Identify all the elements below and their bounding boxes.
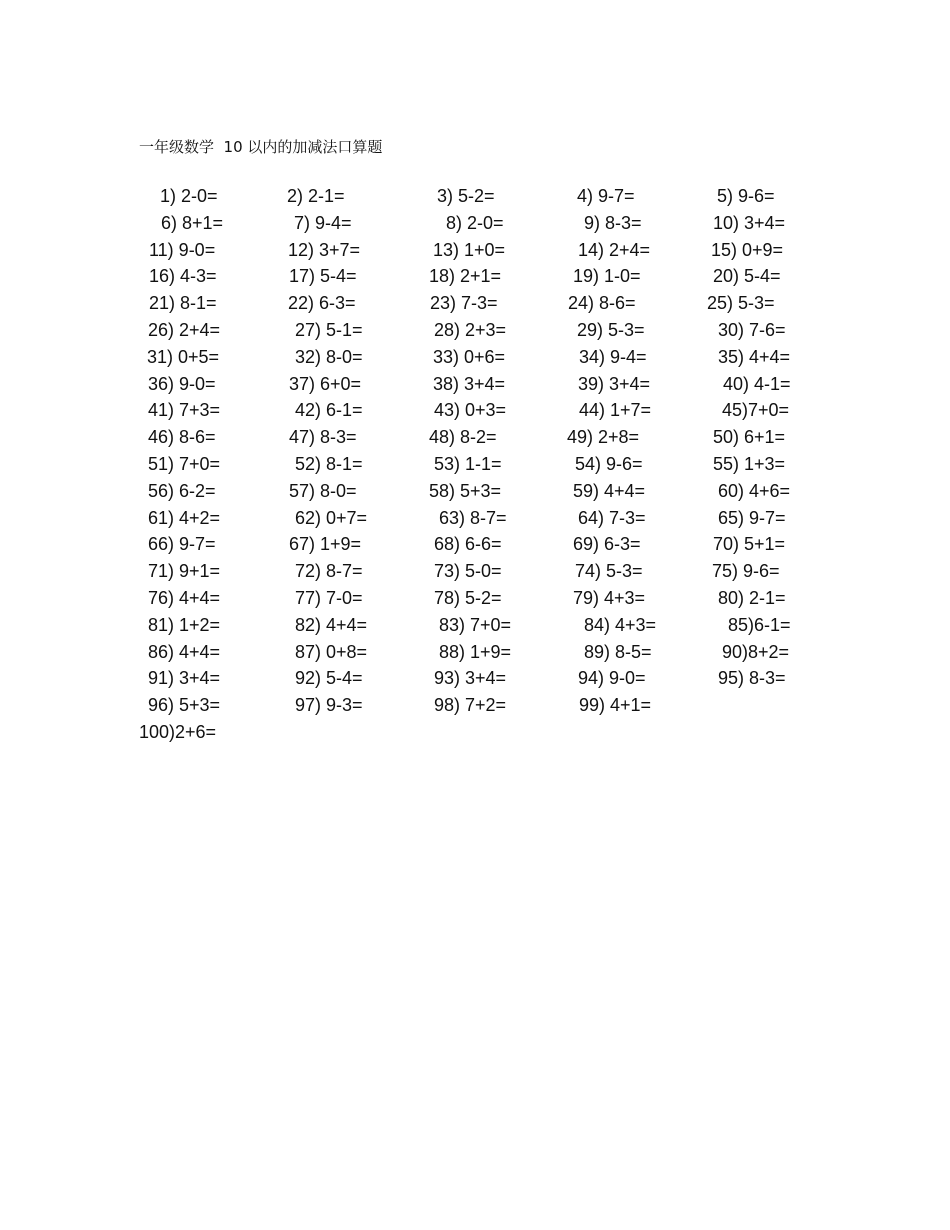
problem-item: 19) 1-0= <box>573 266 641 286</box>
problem-item: 96) 5+3= <box>148 695 221 715</box>
problem-item: 35) 4+4= <box>718 347 791 367</box>
problem-item: 7) 9-4= <box>294 213 352 233</box>
problem-item: 3) 5-2= <box>437 186 495 206</box>
problem-item: 45)7+0= <box>722 400 790 420</box>
problem-item: 59) 4+4= <box>573 481 646 501</box>
problem-item: 52) 8-1= <box>295 454 363 474</box>
problem-item: 27) 5-1= <box>295 320 363 340</box>
problem-item: 30) 7-6= <box>718 320 786 340</box>
problem-item: 32) 8-0= <box>295 347 363 367</box>
problem-item: 26) 2+4= <box>148 320 221 340</box>
problem-item: 22) 6-3= <box>288 293 356 313</box>
problem-item: 9) 8-3= <box>584 213 642 233</box>
problem-item: 24) 8-6= <box>568 293 636 313</box>
problem-item: 54) 9-6= <box>575 454 643 474</box>
problem-item: 41) 7+3= <box>148 400 221 420</box>
problem-item: 78) 5-2= <box>434 588 502 608</box>
problem-item: 21) 8-1= <box>149 293 217 313</box>
problem-item: 42) 6-1= <box>295 400 363 420</box>
problem-item: 23) 7-3= <box>430 293 498 313</box>
problem-item: 100)2+6= <box>139 722 217 742</box>
problem-item: 83) 7+0= <box>439 615 512 635</box>
problem-item: 75) 9-6= <box>712 561 780 581</box>
problem-item: 43) 0+3= <box>434 400 507 420</box>
problem-item: 34) 9-4= <box>579 347 647 367</box>
problem-item: 98) 7+2= <box>434 695 507 715</box>
problem-item: 87) 0+8= <box>295 642 368 662</box>
problem-item: 63) 8-7= <box>439 508 507 528</box>
problem-item: 5) 9-6= <box>717 186 775 206</box>
problem-item: 86) 4+4= <box>148 642 221 662</box>
problem-item: 56) 6-2= <box>148 481 216 501</box>
problem-item: 25) 5-3= <box>707 293 775 313</box>
problem-item: 29) 5-3= <box>577 320 645 340</box>
problem-item: 10) 3+4= <box>713 213 786 233</box>
problem-item: 69) 6-3= <box>573 534 641 554</box>
problem-item: 64) 7-3= <box>578 508 646 528</box>
problem-item: 90)8+2= <box>722 642 790 662</box>
problem-item: 37) 6+0= <box>289 374 362 394</box>
worksheet-title: 一年级数学 10 以内的加减法口算题 <box>139 138 383 156</box>
problem-item: 61) 4+2= <box>148 508 221 528</box>
problem-item: 50) 6+1= <box>713 427 786 447</box>
problem-item: 97) 9-3= <box>295 695 363 715</box>
problem-item: 95) 8-3= <box>718 668 786 688</box>
problem-item: 8) 2-0= <box>446 213 504 233</box>
problem-item: 79) 4+3= <box>573 588 646 608</box>
problem-item: 62) 0+7= <box>295 508 368 528</box>
problem-item: 15) 0+9= <box>711 240 784 260</box>
problem-item: 80) 2-1= <box>718 588 786 608</box>
problem-item: 89) 8-5= <box>584 642 652 662</box>
problem-item: 94) 9-0= <box>578 668 646 688</box>
problem-item: 1) 2-0= <box>160 186 218 206</box>
problem-item: 33) 0+6= <box>433 347 506 367</box>
problem-item: 67) 1+9= <box>289 534 362 554</box>
problem-item: 51) 7+0= <box>148 454 221 474</box>
problem-item: 88) 1+9= <box>439 642 512 662</box>
problem-item: 91) 3+4= <box>148 668 221 688</box>
problem-item: 81) 1+2= <box>148 615 221 635</box>
problem-item: 70) 5+1= <box>713 534 786 554</box>
problem-item: 39) 3+4= <box>578 374 651 394</box>
problem-item: 85)6-1= <box>728 615 791 635</box>
problem-item: 84) 4+3= <box>584 615 657 635</box>
problem-item: 13) 1+0= <box>433 240 506 260</box>
problem-item: 68) 6-6= <box>434 534 502 554</box>
problem-item: 48) 8-2= <box>429 427 497 447</box>
problem-item: 46) 8-6= <box>148 427 216 447</box>
problem-item: 14) 2+4= <box>578 240 651 260</box>
problem-item: 82) 4+4= <box>295 615 368 635</box>
problem-item: 93) 3+4= <box>434 668 507 688</box>
problem-item: 18) 2+1= <box>429 266 502 286</box>
problem-item: 17) 5-4= <box>289 266 357 286</box>
problem-item: 60) 4+6= <box>718 481 791 501</box>
problem-item: 49) 2+8= <box>567 427 640 447</box>
problem-item: 55) 1+3= <box>713 454 786 474</box>
problem-item: 76) 4+4= <box>148 588 221 608</box>
problem-item: 31) 0+5= <box>147 347 220 367</box>
problem-item: 47) 8-3= <box>289 427 357 447</box>
problem-item: 11) 9-0= <box>149 240 216 260</box>
problem-item: 36) 9-0= <box>148 374 216 394</box>
problem-item: 40) 4-1= <box>723 374 791 394</box>
problem-item: 12) 3+7= <box>288 240 361 260</box>
problem-item: 73) 5-0= <box>434 561 502 581</box>
problem-item: 4) 9-7= <box>577 186 635 206</box>
problem-item: 57) 8-0= <box>289 481 357 501</box>
problem-item: 74) 5-3= <box>575 561 643 581</box>
problem-item: 92) 5-4= <box>295 668 363 688</box>
problem-item: 71) 9+1= <box>148 561 221 581</box>
problem-item: 28) 2+3= <box>434 320 507 340</box>
problem-item: 44) 1+7= <box>579 400 652 420</box>
problem-item: 38) 3+4= <box>433 374 506 394</box>
problem-item: 72) 8-7= <box>295 561 363 581</box>
problem-item: 53) 1-1= <box>434 454 502 474</box>
problem-item: 77) 7-0= <box>295 588 363 608</box>
problem-item: 58) 5+3= <box>429 481 502 501</box>
problem-item: 6) 8+1= <box>161 213 224 233</box>
problem-item: 66) 9-7= <box>148 534 216 554</box>
problem-item: 65) 9-7= <box>718 508 786 528</box>
problem-item: 99) 4+1= <box>579 695 652 715</box>
problem-item: 20) 5-4= <box>713 266 781 286</box>
problem-item: 2) 2-1= <box>287 186 345 206</box>
problem-item: 16) 4-3= <box>149 266 217 286</box>
